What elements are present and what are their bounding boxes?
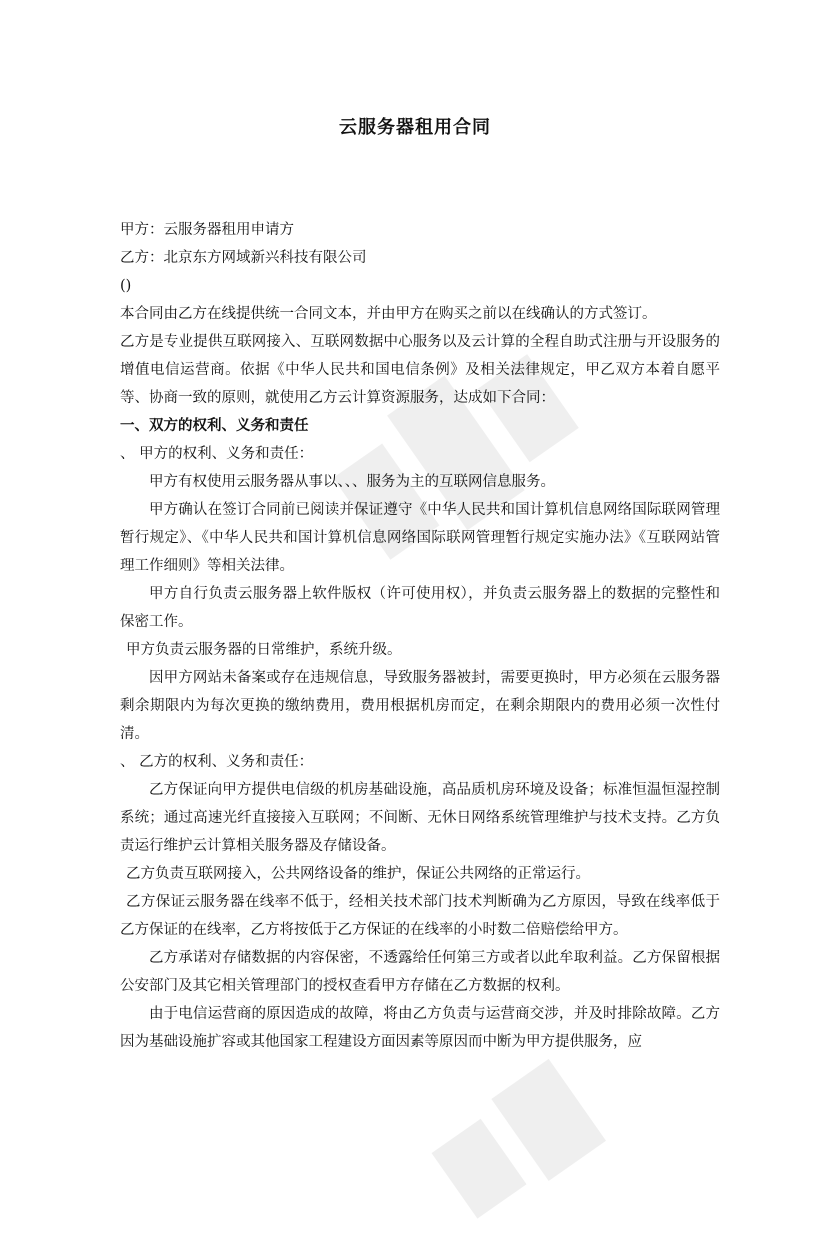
subheading-party-b: 、 乙方的权利、义务和责任： xyxy=(120,754,314,770)
party-b-line: 乙方：北京东方网域新兴科技有限公司 xyxy=(120,250,367,266)
party-b-clause-2: 乙方负责互联网接入，公共网络设备的维护，保证公共网络的正常运行。 xyxy=(126,866,590,882)
party-b-clause-4: 乙方承诺对存储数据的内容保密，不透露给任何第三方或者以此牟取利益。乙方保留根据公安部门及其它相关管理部门的授权查看甲方存储在乙方数据的权利。 xyxy=(120,950,720,994)
intro-paragraph-2: 乙方是专业提供互联网接入、互联网数据中心服务以及云计算的全程自助式注册与开设服务的增值电信运营商。依据《中华人民共和国电信条例》及相关法律规定，甲乙双方本着自愿平等、协商一致的原则，就使用乙方云计算资源服务，达成如下合同： xyxy=(120,334,720,406)
party-a-clause-5: 因甲方网站未备案或存在违规信息，导致服务器被封，需要更换时，甲方必须在云服务器剩余期限内为每次更换的缴纳费用，费用根据机房而定，在剩余期限内的费用必须一次性付清。 xyxy=(120,670,720,742)
subheading-party-a: 、 甲方的权利、义务和责任： xyxy=(120,446,314,462)
party-a-line: 甲方：云服务器租用申请方 xyxy=(120,222,294,238)
party-b-clause-3: 乙方保证云服务器在线率不低于，经相关技术部门技术判断确为乙方原因，导致在线率低于乙方保证的在线率，乙方将按低于乙方保证的在线率的小时数二倍赔偿给甲方。 xyxy=(120,894,720,938)
section-heading-rights: 一、双方的权利、义务和责任 xyxy=(120,417,309,434)
party-a-clause-3: 甲方自行负责云服务器上软件版权（许可使用权），并负责云服务器上的数据的完整性和保密工作。 xyxy=(120,586,720,630)
party-a-clause-1: 甲方有权使用云服务器从事以、、、服务为主的互联网信息服务。 xyxy=(149,474,555,490)
party-a-clause-4: 甲方负责云服务器的日常维护，系统升级。 xyxy=(126,642,402,658)
document-title: 云服务器租用合同 xyxy=(339,117,491,138)
party-b-clause-1: 乙方保证向甲方提供电信级的机房基础设施，高品质机房环境及设备；标准恒温恒湿控制系统；通过高速光纤直接接入互联网；不间断、无休日网络系统管理维护与技术支持。乙方负责运行维护云计算相关服务器及存储设备。 xyxy=(120,782,720,854)
parens-line: () xyxy=(120,278,132,294)
intro-paragraph-1: 本合同由乙方在线提供统一合同文本，并由甲方在购买之前以在线确认的方式签订。 xyxy=(120,306,657,322)
watermark-graphic-bottom xyxy=(412,1039,628,1241)
party-a-clause-2: 甲方确认在签订合同前已阅读并保证遵守《中华人民共和国计算机信息网络国际联网管理暂行规定》、《中华人民共和国计算机信息网络国际联网管理暂行规定实施办法》《互联网站管理工作细则》等相关法律。 xyxy=(120,502,720,574)
document-body xyxy=(120,216,720,1056)
party-b-clause-5: 由于电信运营商的原因造成的故障，将由乙方负责与运营商交涉，并及时排除故障。乙方因为基础设施扩容或其他国家工程建设方面因素等原因而中断为甲方提供服务，应 xyxy=(120,1006,720,1050)
